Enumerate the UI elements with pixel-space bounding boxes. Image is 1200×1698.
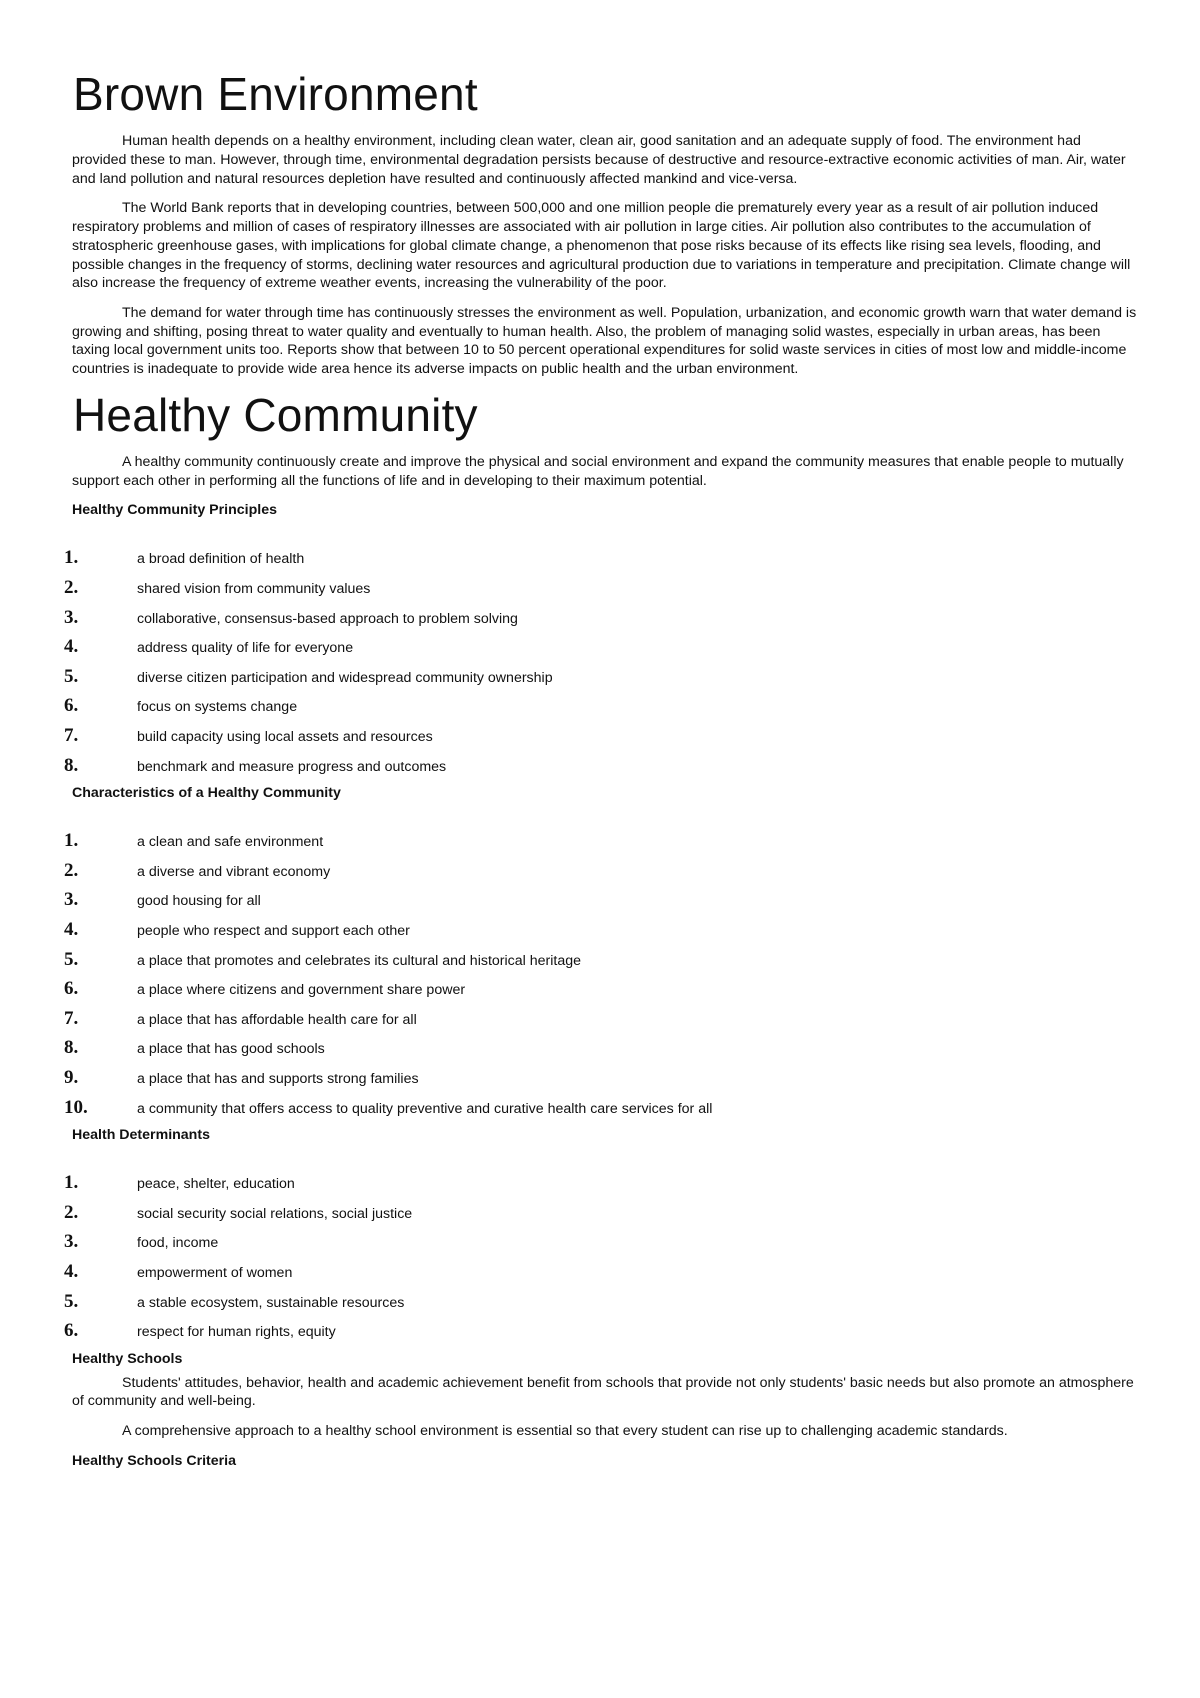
list-item-text: a place that promotes and celebrates its cultural and historical heritage (137, 952, 582, 969)
list-number: 1. (64, 830, 79, 852)
list-item-text: social security social relations, social justice (137, 1205, 413, 1222)
list-item (64, 918, 1138, 949)
list-item-text: build capacity using local assets and resources (137, 729, 433, 745)
list-item-text: good housing for all (137, 893, 261, 910)
list-item-text: a place that has good schools (137, 1041, 325, 1058)
list-number: 5. (64, 1290, 79, 1312)
list-number: 2. (64, 577, 79, 599)
list-number: 3. (64, 889, 79, 911)
healthy-schools-criteria-heading: Healthy Schools Criteria (72, 1452, 236, 1469)
list-item-text: food, income (137, 1235, 219, 1252)
list-number: 7. (64, 725, 79, 746)
list-item-text: a place that has and supports strong families (137, 1070, 419, 1087)
list-item (64, 948, 1138, 979)
list-number: 5. (64, 948, 79, 970)
list-item (64, 665, 1138, 696)
section-title-brown-environment: Brown Environment (73, 68, 478, 120)
list-item-text: people who respect and support each other (137, 922, 410, 939)
section-title-healthy-community: Healthy Community (73, 388, 478, 441)
list-item (64, 1320, 1138, 1350)
brown-environment-paragraph-3: The demand for water through time has continuously stresses the environment as well. Population, urbanization, and economic growth warn that water demand is growing and shifting, posing threat to water quality and eventually to human health. Also, the problem of managing solid wastes, especially in urban areas, has been taxing local government units too. Reports show that between 10 to 50 percent operational expenditures for solid waste services in cities of most low and middle-income countries is inadequate to provide wide area hence its adverse impacts on public health and the urban environment. (72, 304, 1137, 378)
list-number: 1. (64, 1172, 79, 1194)
list-number: 9. (64, 1066, 79, 1088)
list-item (64, 1066, 1138, 1097)
list-number: 3. (64, 606, 79, 628)
list-item (64, 830, 1138, 860)
list-number: 6. (64, 695, 79, 717)
list-item (64, 577, 1138, 607)
list-item (64, 547, 1138, 577)
healthy-schools-paragraph-2: A comprehensive approach to a healthy school environment is essential so that every student can rise up to challenging academic standards. (122, 1423, 1008, 1440)
list-item (64, 978, 1138, 1008)
list-item (64, 1290, 1138, 1321)
list-item-text: empowerment of women (137, 1264, 293, 1281)
list-item (64, 725, 1138, 755)
list-item (64, 754, 1138, 785)
healthy-community-intro: A healthy community continuously create and improve the physical and social environment and expand the community measures that enable people to mutually support each other in performing all the functions of life and in developing to their maximum potential. (72, 454, 1124, 489)
determinants-list (64, 1172, 1138, 1350)
list-item-text: diverse citizen participation and widespread community ownership (137, 669, 553, 686)
list-item-text: collaborative, consensus-based approach to problem solving (137, 610, 518, 627)
brown-environment-paragraph-2: The World Bank reports that in developing countries, between 500,000 and one million people die prematurely every year as a result of air pollution induced respiratory problems and million of cases of respiratory illnesses are associated with air pollution in large cities. Air pollution also contributes to the accumulation of stratospheric greenhouse gases, with implications for global climate change, a phenomenon that pose risks because of its effects like rising sea levels, flooding, and possible changes in the frequency of storms, declining water resources and agricultural production due to variations in temperature and precipitation. Climate change will also increase the frequency of extreme weather events, increasing the vulnerability of the poor. (72, 200, 1131, 292)
list-number: 2. (64, 1201, 79, 1223)
list-item-text: shared vision from community values (137, 581, 371, 598)
list-item-text: a clean and safe environment (137, 834, 324, 851)
list-item-text: benchmark and measure progress and outcomes (137, 758, 447, 775)
list-number: 6. (64, 1320, 79, 1342)
list-item-text: address quality of life for everyone (137, 640, 354, 657)
list-item-text: a diverse and vibrant economy (137, 863, 331, 880)
list-number: 5. (64, 665, 79, 687)
list-item (64, 1172, 1138, 1202)
list-item (64, 606, 1138, 637)
list-item (64, 1260, 1138, 1291)
list-item (64, 889, 1138, 919)
list-item (64, 859, 1138, 890)
principles-list (64, 547, 1138, 784)
list-number: 3. (64, 1231, 79, 1253)
list-item (64, 695, 1138, 725)
list-item-text: peace, shelter, education (137, 1176, 295, 1193)
list-item (64, 636, 1138, 666)
list-number: 4. (64, 918, 79, 940)
characteristics-list (64, 830, 1138, 1126)
list-number: 4. (64, 636, 79, 658)
list-item (64, 1231, 1138, 1261)
list-item (64, 1007, 1138, 1038)
list-item-text: a place where citizens and government share power (137, 982, 466, 999)
list-number: 8. (64, 1037, 79, 1059)
list-item-text: a broad definition of health (137, 551, 305, 568)
determinants-heading: Health Determinants (72, 1127, 210, 1144)
list-item (64, 1037, 1138, 1067)
brown-environment-paragraph-1: Human health depends on a healthy environment, including clean water, clean air, good sanitation and an adequate supply of food. The environment had provided these to man. However, through time, environmental degradation persists because of destructive and resource-extractive economic activities of man. Air, water and land pollution and natural resources depletion have resulted and continuously affected mankind and vice-versa. (72, 133, 1126, 187)
list-item-text: respect for human rights, equity (137, 1324, 336, 1341)
list-number: 6. (64, 978, 79, 1000)
characteristics-heading: Characteristics of a Healthy Community (72, 785, 341, 802)
list-item-text: a stable ecosystem, sustainable resources (137, 1294, 405, 1311)
list-item (64, 1201, 1138, 1232)
principles-heading: Healthy Community Principles (72, 502, 277, 519)
list-number: 7. (64, 1007, 79, 1029)
list-item-text: a place that has affordable health care for all (137, 1011, 417, 1028)
list-item-text: focus on systems change (137, 699, 298, 716)
list-number: 2. (64, 859, 79, 881)
list-item (64, 1096, 1138, 1127)
list-item-text: a community that offers access to quality preventive and curative health care services for all (137, 1100, 713, 1117)
list-number: 1. (64, 547, 79, 569)
healthy-schools-paragraph-1: Students' attitudes, behavior, health and academic achievement benefit from schools that provide not only students' basic needs but also promote an atmosphere of community and well-being. (72, 1374, 1134, 1410)
healthy-schools-heading: Healthy Schools (72, 1350, 183, 1367)
list-number: 8. (64, 754, 79, 776)
list-number: 4. (64, 1260, 79, 1282)
list-number: 10. (64, 1096, 88, 1118)
